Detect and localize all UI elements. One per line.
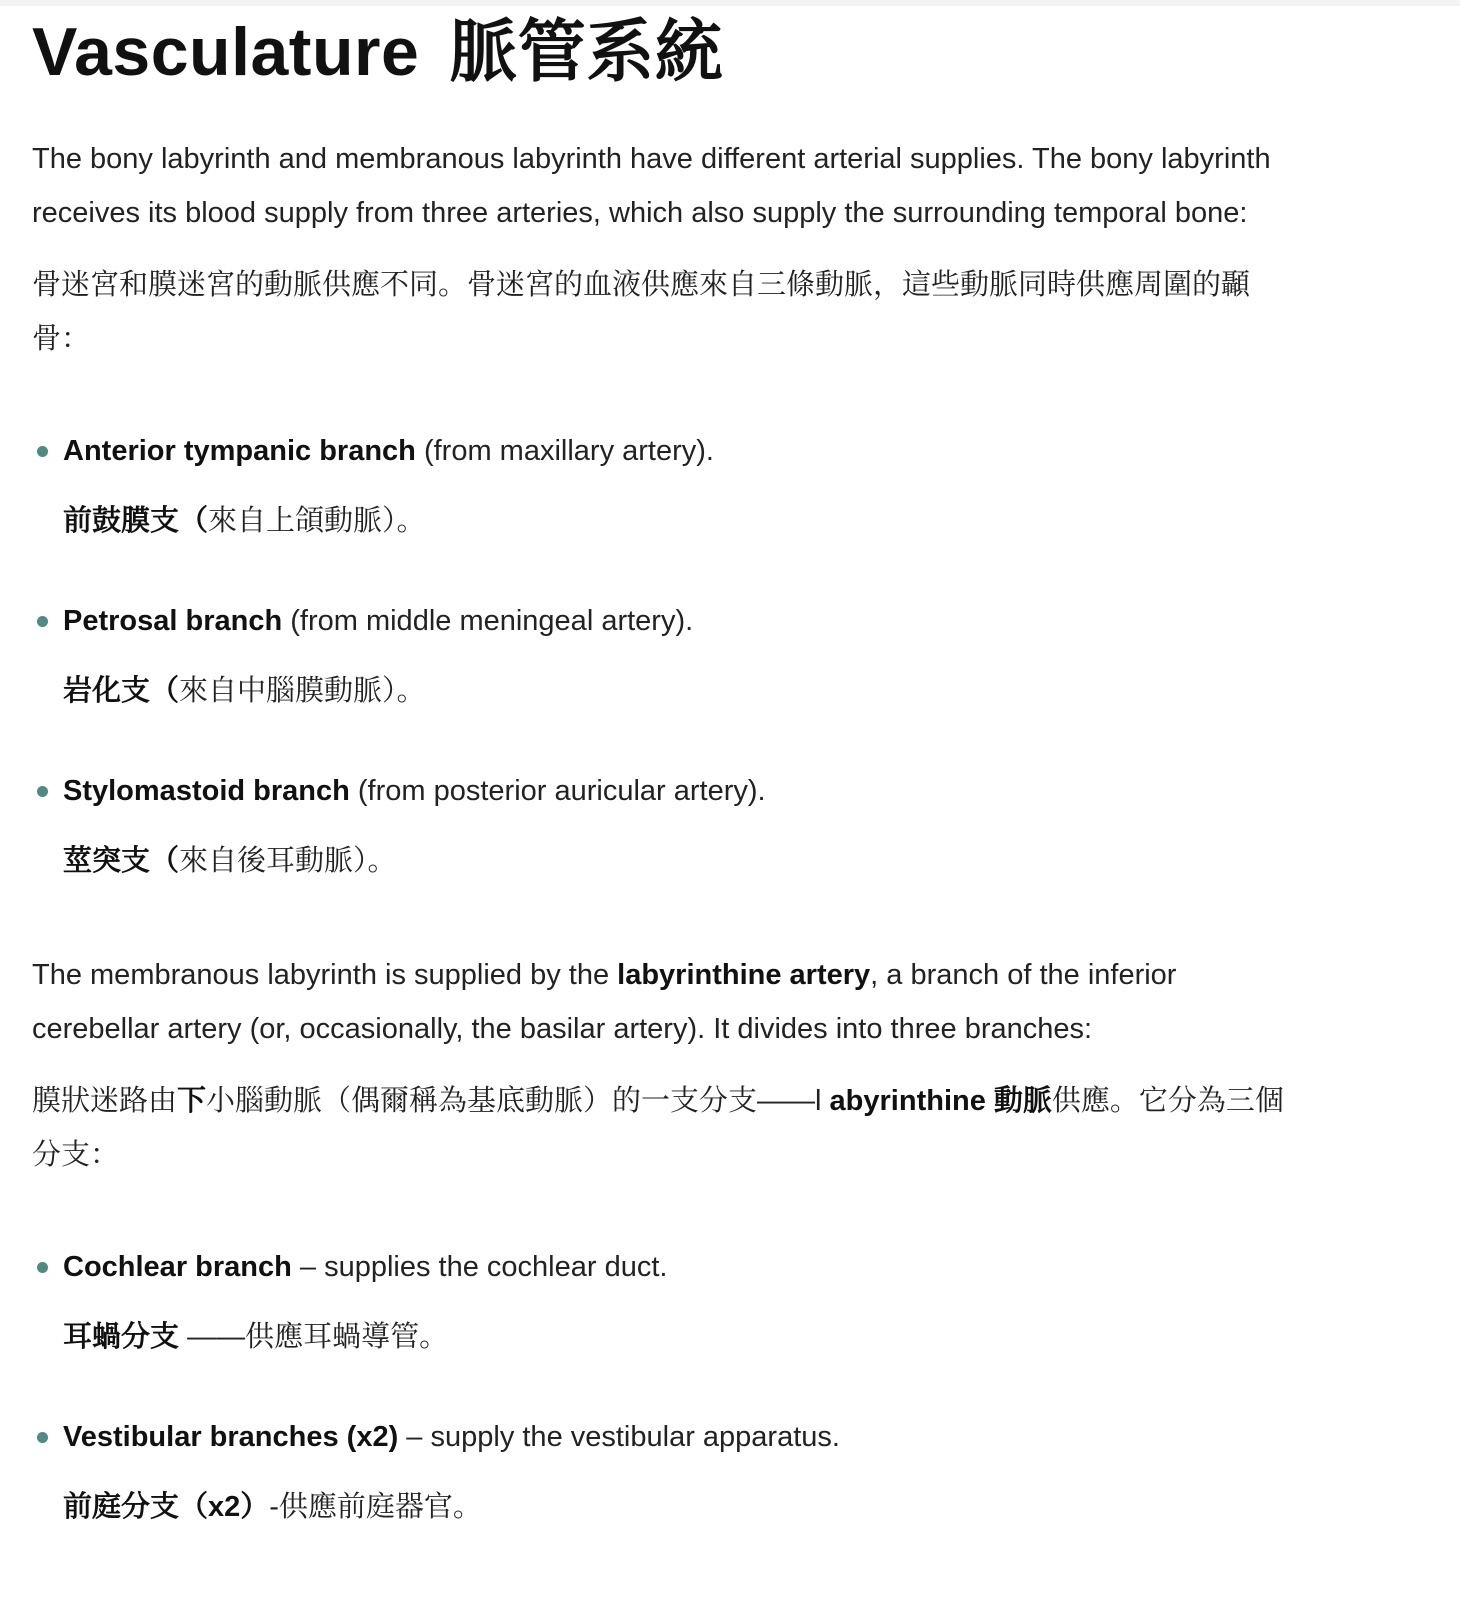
- list-item-cochlear: [32, 1240, 1332, 1364]
- branch-detail: (from posterior auricular artery).: [349, 775, 766, 807]
- membranous-zh-3: 供應。它分為三個分支：: [32, 1085, 1284, 1171]
- branch-zh: [63, 834, 1332, 888]
- branch-name: Anterior tympanic branch: [63, 435, 416, 467]
- membranous-paragraph-zh: [32, 1074, 1292, 1182]
- membranous-branch-list: [32, 1240, 1332, 1534]
- bullet-icon: [37, 616, 48, 627]
- title-en: Vasculature: [32, 14, 420, 90]
- list-item-petrosal: [32, 594, 1332, 718]
- branch-en: [63, 424, 1332, 478]
- branch-zh-detail: ——供應耳蝸導管。: [179, 1321, 449, 1353]
- membranous-zh-2: 小腦動脈（偶爾稱為基底動脈）的一支分支——l: [206, 1085, 830, 1117]
- bullet-icon: [37, 446, 48, 457]
- branch-zh: [63, 664, 1332, 718]
- branch-zh-detail: -供應前庭器官。: [269, 1491, 482, 1523]
- bullet-icon: [37, 1432, 48, 1443]
- branch-detail: – supplies the cochlear duct.: [291, 1251, 668, 1283]
- membranous-zh-1: 膜狀迷路由: [32, 1085, 178, 1117]
- list-item-anterior-tympanic: [32, 424, 1332, 548]
- top-border: [0, 0, 1460, 6]
- bullet-icon: [37, 786, 48, 797]
- branch-name: Cochlear branch: [63, 1251, 292, 1283]
- list-item-stylomastoid: [32, 764, 1332, 888]
- membranous-en-after: , a branch of the inferior cerebellar artery (or, occasionally, the basilar artery). It divides into three branches:: [32, 959, 1177, 1045]
- bony-branch-list: [32, 424, 1332, 888]
- title-zh: 脈管系統: [449, 14, 724, 90]
- intro-paragraph-en: The bony labyrinth and membranous labyrinth have different arterial supplies. The bony labyrinth receives its blood supply from three arteries, which also supply the surrounding temporal bone:: [32, 143, 1271, 229]
- page-title: [32, 8, 1332, 96]
- branch-detail: – supply the vestibular apparatus.: [398, 1421, 840, 1453]
- branch-name: Petrosal branch: [63, 605, 283, 637]
- branch-zh-name: 前庭分支（x2）: [63, 1491, 270, 1523]
- membranous-zh-bold-1: 下: [177, 1085, 207, 1117]
- branch-zh-name: 岩化支（: [63, 675, 180, 707]
- branch-en: [63, 764, 1332, 818]
- bullet-icon: [37, 1262, 48, 1273]
- branch-en: [63, 1410, 1332, 1464]
- branch-detail: (from maxillary artery).: [415, 435, 714, 467]
- branch-zh-name: 莖突支（: [63, 845, 180, 877]
- branch-zh-name: 前鼓膜支（: [63, 505, 209, 537]
- list-item-vestibular: [32, 1410, 1332, 1534]
- intro-paragraph-zh: 骨迷宮和膜迷宮的動脈供應不同。骨迷宮的血液供應來自三條動脈，這些動脈同時供應周圍的顳骨：: [32, 269, 1251, 355]
- branch-en: [63, 594, 1332, 648]
- branch-zh: [63, 1480, 1332, 1534]
- branch-zh-detail: 來自上頜動脈）。: [208, 505, 426, 537]
- branch-zh: [63, 1310, 1332, 1364]
- branch-detail: (from middle meningeal artery).: [282, 605, 694, 637]
- membranous-paragraph-en: [32, 948, 1282, 1056]
- branch-zh-detail: 來自中腦膜動脈）。: [179, 675, 426, 707]
- article: [32, 8, 1332, 1534]
- branch-name: Vestibular branches (x2): [63, 1421, 399, 1453]
- membranous-en-before: The membranous labyrinth is supplied by the: [32, 959, 618, 991]
- branch-en: [63, 1240, 1332, 1294]
- branch-zh-name: 耳蝸分支: [63, 1321, 180, 1353]
- labyrinthine-artery-term: labyrinthine artery: [617, 959, 871, 991]
- branch-zh-detail: 來自後耳動脈）。: [179, 845, 397, 877]
- branch-zh: [63, 494, 1332, 548]
- membranous-zh-bold-2: abyrinthine 動脈: [829, 1085, 1052, 1117]
- branch-name: Stylomastoid branch: [63, 775, 350, 807]
